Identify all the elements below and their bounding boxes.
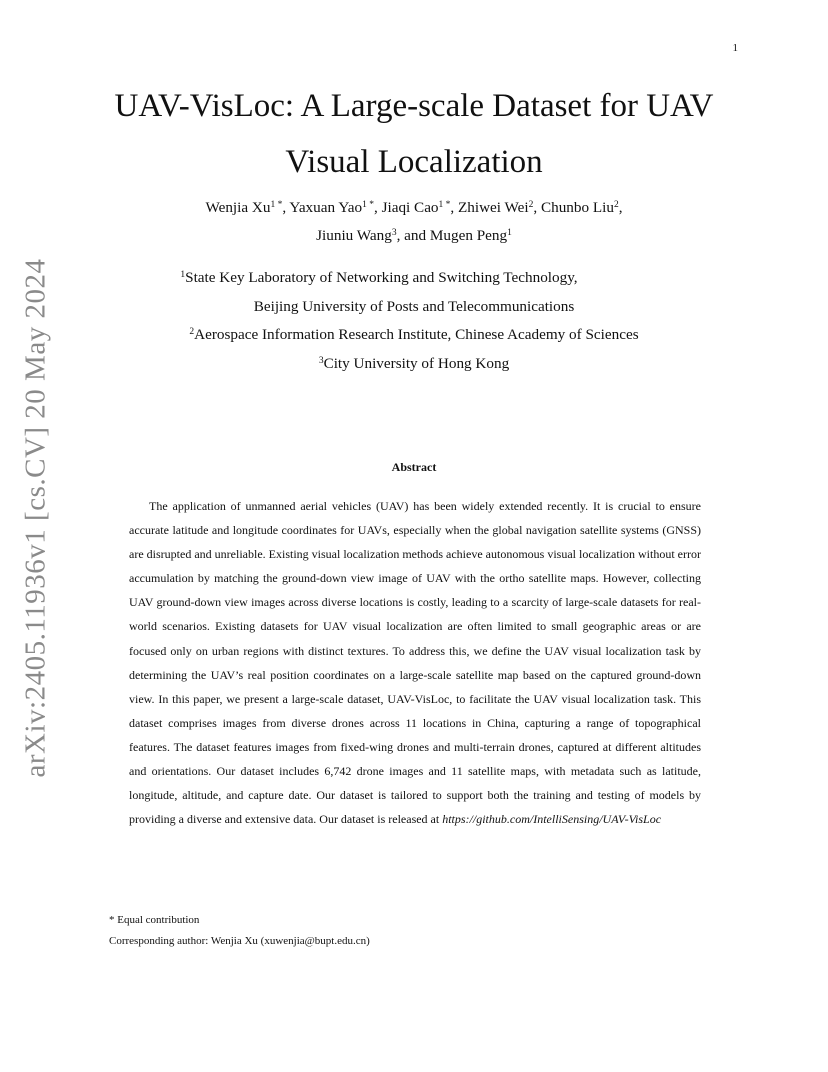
title-line-1: UAV-VisLoc: A Large-scale Dataset for UAV [114, 88, 714, 124]
affiliation-text: Beijing University of Posts and Telecommunications [253, 297, 575, 315]
equal-contribution-note: * Equal contribution [109, 914, 200, 926]
affiliation-1-line-2 [90, 293, 738, 322]
dataset-link[interactable]: https://github.com/IntelliSensing/UAV-VisLoc [442, 812, 662, 827]
title-line-2: Visual Localization [285, 144, 543, 180]
author-name: Mugen Peng [429, 227, 508, 244]
abstract-heading: Abstract [391, 460, 437, 474]
author-separator: , and [396, 227, 430, 244]
author-separator: , [450, 199, 458, 216]
affiliation-text: City University of Hong Kong [323, 354, 510, 372]
author-name: Jiuniu Wang [316, 227, 392, 244]
author-separator: , [373, 199, 382, 216]
author-affiliation-mark: 1 [507, 228, 512, 238]
affiliation-3 [90, 350, 738, 379]
corresponding-author-note: Corresponding author: Wenjia Xu (xuwenjia@bupt.edu.cn) [109, 935, 370, 947]
author-affiliation-mark: 1 * [270, 200, 283, 210]
author-affiliation-mark: 1 * [362, 200, 374, 210]
author-name: Zhiwei Wei [458, 199, 529, 216]
affiliation-mark: 2 [189, 327, 195, 337]
abstract-text: The application of unmanned aerial vehicles (UAV) has been widely extended recently. It is crucial to ensure accurate latitude and longitude coordinates for UAVs, especially when the global navigation satellite systems (GNSS) are disrupted and unreliable. Existing visual localization methods achieve autonomous visual localization without error accumulation by matching the ground-down view image of UAV with the ortho satellite maps. However, collecting UAV ground-down view images across diverse locations is costly, leading to a scarcity of large-scale datasets for real-world scenarios. Existing datasets for UAV visual localization are often limited to small geographic areas or are focused only on urban regions with distinct textures. To address this, we define the UAV visual localization task by determining the UAV’s real position coordinates on a large-scale satellite map based on the captured ground-down view. In this paper, we present a large-scale dataset, UAV-VisLoc, to facilitate the UAV visual localization task. This dataset comprises images from diverse drones across 11 locations in China, capturing a range of topographical features. The dataset features images from fixed-wing drones and multi-terrain drones, captured at different altitudes and orientations. Our dataset includes 6,742 drone images and 11 satellite maps, with metadata such as latitude, longitude, altitude, and capture date. Our dataset is tailored to support both the training and testing of models by providing a diverse and extensive data. Our dataset is released at [129, 499, 701, 827]
author-separator: , [533, 199, 541, 216]
author-affiliation-mark: 2 [613, 200, 619, 210]
author-name: Jiaqi Cao [381, 199, 439, 216]
affiliation-2 [90, 321, 738, 350]
affiliation-1-line-1 [90, 264, 738, 293]
author-affiliation-mark: 1 * [438, 200, 451, 210]
author-name: Yaxuan Yao [289, 199, 363, 216]
footnotes [109, 910, 729, 952]
arxiv-stamp: arXiv:2405.11936v1 [cs.CV] 20 May 2024 [19, 258, 52, 778]
author-affiliation-mark: 3 [391, 228, 397, 238]
author-list [90, 194, 738, 250]
affiliation-mark: 3 [318, 355, 324, 366]
author-affiliation-mark: 2 [528, 200, 534, 210]
affiliation-list [90, 264, 738, 378]
author-separator: , [282, 199, 290, 216]
author-name: Wenjia Xu [205, 199, 271, 216]
paper-title [90, 78, 738, 190]
author-line-2 [90, 222, 738, 250]
page-number: 1 [732, 42, 738, 54]
affiliation-text: Aerospace Information Research Institute, Chinese Academy of Sciences [194, 326, 639, 343]
affiliation-mark: 1 [180, 270, 186, 280]
author-line-1 [90, 194, 738, 222]
affiliation-text: State Key Laboratory of Networking and Switching Technology, [185, 269, 578, 286]
author-name: Chunbo Liu [540, 199, 614, 216]
author-separator: , [618, 199, 623, 216]
abstract-body [129, 494, 701, 831]
